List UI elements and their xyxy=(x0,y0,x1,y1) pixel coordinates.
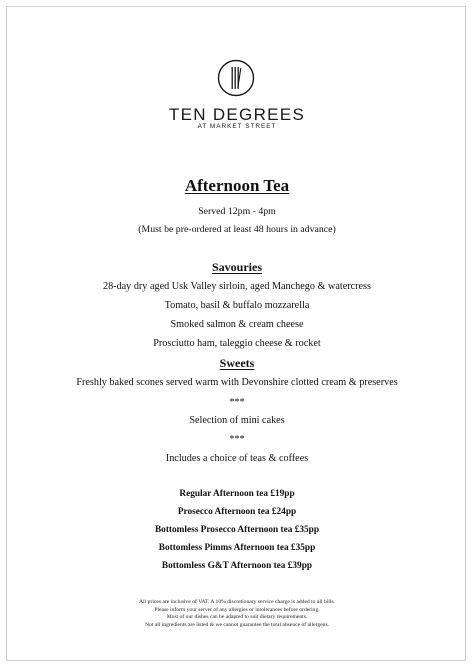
savoury-item: Tomato, basil & buffalo mozzarella xyxy=(164,300,310,311)
price-item: Regular Afternoon tea £19pp xyxy=(179,489,295,499)
footer-notes xyxy=(0,599,474,629)
preorder-note: (Must be pre-ordered at least 48 hours in advance) xyxy=(138,224,336,235)
served-hours: Served 12pm - 4pm xyxy=(198,206,276,217)
price-item: Prosecco Afternoon tea £24pp xyxy=(177,507,297,517)
savoury-item: 28-day dry aged Usk Valley sirloin, aged Manchego & watercress xyxy=(102,281,371,292)
separator-stars: *** xyxy=(229,397,245,408)
brand-subtitle: AT MARKET STREET xyxy=(197,123,277,130)
sweet-item: Includes a choice of teas & coffees xyxy=(165,453,309,464)
price-item: Bottomless Pimms Afternoon tea £35pp xyxy=(158,543,316,553)
ten-degrees-logo-icon xyxy=(217,59,255,97)
menu-title: Afternoon Tea xyxy=(184,176,290,195)
sweet-item: Freshly baked scones served warm with Devonshire clotted cream & preserves xyxy=(76,377,398,388)
footer-line: All prices are inclusive of VAT. A 10% discretionary service charge is added to all bills. xyxy=(139,599,335,605)
price-item: Bottomless G&T Afternoon tea £39pp xyxy=(161,561,313,571)
sweet-item: Selection of mini cakes xyxy=(189,415,285,426)
footer-line: Most of our dishes can be adapted to suit dietary requirements. xyxy=(166,614,308,621)
savouries-heading: Savouries xyxy=(211,260,262,274)
sweets-heading: Sweets xyxy=(219,356,255,370)
separator-stars: *** xyxy=(229,434,245,445)
savoury-item: Prosciutto ham, taleggio cheese & rocket xyxy=(153,338,321,349)
brand-name: TEN DEGREES xyxy=(168,105,306,124)
footer-line: Please inform your server of any allergies or intolerances before ordering. xyxy=(154,606,320,613)
footer-line: Not all ingredients are listed & we cannot guarantee the total absence of allergens. xyxy=(144,621,330,628)
price-item: Bottomless Prosecco Afternoon tea £35pp xyxy=(154,525,320,535)
savoury-item: Smoked salmon & cream cheese xyxy=(170,319,304,330)
